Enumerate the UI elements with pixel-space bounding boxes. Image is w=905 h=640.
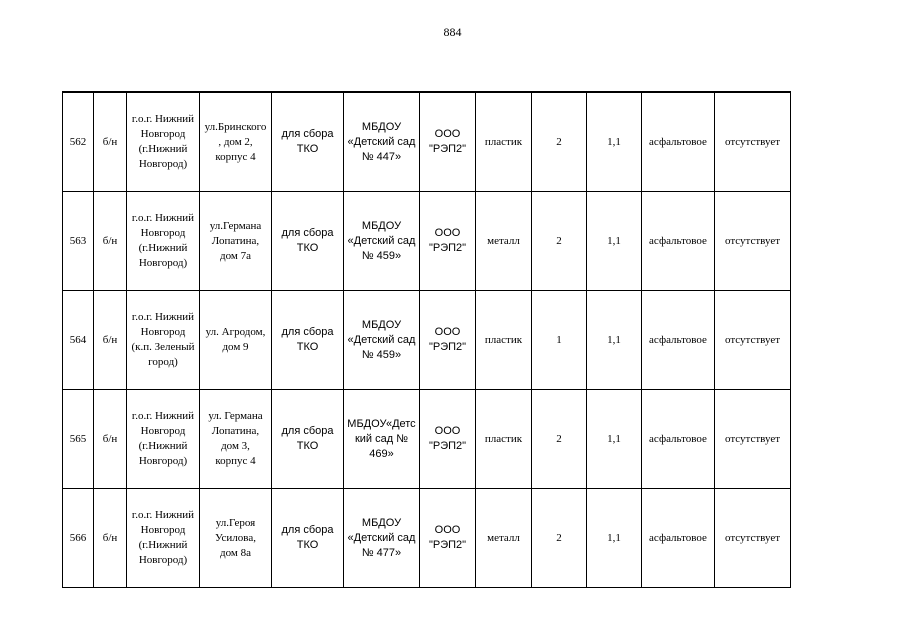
cell-address-line: корпус 4 — [215, 455, 256, 467]
cell-owner — [344, 489, 420, 588]
cell-owner-line: «Детский сад — [347, 234, 416, 247]
cell-address — [200, 291, 272, 390]
cell-address-line: ул.Германа — [209, 219, 262, 232]
cell-address-line: дом 7а — [220, 249, 251, 262]
cell-operator-line: ООО — [434, 425, 461, 437]
cell-district-line: (г.Нижний — [138, 143, 188, 155]
table-row — [63, 390, 791, 489]
cell-address-line: дом 3, — [221, 440, 250, 452]
cell-district-line: г.о.г. Нижний — [131, 509, 195, 521]
cell-material: металл — [476, 489, 532, 588]
cell-container-count: 2 — [532, 390, 587, 489]
cell-district-line: (г.Нижний — [138, 440, 188, 452]
cell-surface: асфальтовое — [642, 489, 715, 588]
cell-operator-line: ООО — [434, 128, 461, 140]
cell-owner-line: «Детский сад — [347, 531, 416, 544]
cell-purpose — [272, 192, 344, 291]
cell-material: пластик — [476, 92, 532, 192]
cell-district — [127, 489, 200, 588]
cell-purpose — [272, 390, 344, 489]
cell-address-line: , дом 2, — [218, 135, 253, 148]
cell-operator-line: "РЭП2" — [428, 242, 467, 254]
cell-district-line: Новгород) — [138, 158, 188, 170]
cell-district-line: (г.Нижний — [138, 539, 188, 551]
cell-owner-line: «Детский сад — [347, 333, 416, 346]
cell-number: 563 — [63, 192, 94, 291]
cell-owner-line: № 477» — [361, 546, 402, 559]
cell-fence: отсутствует — [715, 92, 791, 192]
cell-address-line: корпус 4 — [215, 150, 256, 163]
cell-operator-line: "РЭП2" — [428, 341, 467, 353]
cell-address-line: ул.Героя — [215, 516, 256, 529]
cell-district-line: город) — [148, 356, 178, 368]
cell-district-line: Новгород) — [138, 257, 188, 269]
cell-district — [127, 390, 200, 489]
cell-container-volume: 1,1 — [587, 291, 642, 390]
cell-fence: отсутствует — [715, 489, 791, 588]
cell-address-line: Усилова, — [215, 531, 256, 544]
cell-address-line: дом 9 — [222, 341, 249, 353]
cell-owner-line: МБДОУ — [361, 120, 402, 133]
cell-owner — [344, 390, 420, 489]
cell-number: 566 — [63, 489, 94, 588]
cell-owner-line: «Детский сад — [347, 135, 416, 148]
cell-container-count: 2 — [532, 489, 587, 588]
table-row — [63, 291, 791, 390]
cell-operator — [420, 291, 476, 390]
cell-purpose-line: ТКО — [296, 539, 319, 551]
cell-surface: асфальтовое — [642, 390, 715, 489]
cell-surface: асфальтовое — [642, 92, 715, 192]
cell-material: металл — [476, 192, 532, 291]
cell-container-volume: 1,1 — [587, 489, 642, 588]
waste-sites-table — [62, 91, 791, 588]
cell-material: пластик — [476, 390, 532, 489]
cell-district-line: г.о.г. Нижний — [131, 311, 195, 323]
cell-district-line: Новгород — [140, 524, 186, 536]
cell-owner — [344, 291, 420, 390]
cell-operator-line: "РЭП2" — [428, 143, 467, 155]
cell-owner-line: МБДОУ«Детс — [347, 417, 416, 430]
cell-document: б/н — [94, 489, 127, 588]
cell-purpose-line: ТКО — [296, 341, 319, 353]
cell-fence: отсутствует — [715, 291, 791, 390]
cell-district-line: г.о.г. Нижний — [131, 212, 195, 224]
cell-district — [127, 92, 200, 192]
cell-purpose-line: для сбора — [281, 524, 334, 536]
cell-document: б/н — [94, 92, 127, 192]
cell-container-volume: 1,1 — [587, 390, 642, 489]
cell-address-line: Лопатина, — [211, 425, 260, 437]
cell-district-line: (г.Нижний — [138, 242, 188, 254]
cell-owner-line: № 459» — [361, 348, 402, 361]
cell-address-line: ул. Германа — [208, 410, 263, 422]
cell-owner-line: МБДОУ — [361, 219, 402, 232]
cell-address — [200, 390, 272, 489]
cell-container-count: 2 — [532, 192, 587, 291]
cell-document: б/н — [94, 291, 127, 390]
cell-surface: асфальтовое — [642, 291, 715, 390]
cell-owner-line: № 459» — [361, 249, 402, 262]
cell-container-count: 2 — [532, 92, 587, 192]
cell-address-line: Лопатина, — [211, 234, 260, 247]
cell-district-line: (к.п. Зеленый — [131, 341, 195, 353]
cell-material: пластик — [476, 291, 532, 390]
cell-operator-line: ООО — [434, 326, 461, 338]
cell-document: б/н — [94, 390, 127, 489]
cell-district-line: Новгород) — [138, 455, 188, 467]
cell-district-line: Новгород — [140, 425, 186, 437]
cell-address — [200, 192, 272, 291]
cell-district-line: Новгород — [140, 227, 186, 239]
cell-purpose-line: ТКО — [296, 143, 319, 155]
cell-number: 562 — [63, 92, 94, 192]
cell-purpose-line: для сбора — [281, 227, 334, 239]
page-number: 884 — [443, 25, 462, 39]
cell-owner-line: МБДОУ — [361, 516, 402, 529]
cell-district — [127, 192, 200, 291]
cell-address-line: ул. Агродом, — [205, 326, 266, 338]
cell-address — [200, 92, 272, 192]
cell-address-line: ул.Бринского — [204, 120, 267, 133]
cell-operator-line: "РЭП2" — [428, 440, 467, 452]
cell-purpose-line: для сбора — [281, 326, 334, 338]
cell-operator-line: "РЭП2" — [428, 539, 467, 551]
cell-container-volume: 1,1 — [587, 192, 642, 291]
cell-operator-line: ООО — [434, 227, 461, 239]
cell-purpose — [272, 92, 344, 192]
cell-district — [127, 291, 200, 390]
cell-district-line: г.о.г. Нижний — [131, 113, 195, 125]
cell-number: 564 — [63, 291, 94, 390]
cell-number: 565 — [63, 390, 94, 489]
cell-district-line: Новгород) — [138, 554, 188, 566]
cell-container-volume: 1,1 — [587, 92, 642, 192]
table-row — [63, 489, 791, 588]
cell-operator — [420, 390, 476, 489]
table-row — [63, 92, 791, 192]
cell-owner — [344, 92, 420, 192]
cell-owner-line: МБДОУ — [361, 318, 402, 331]
cell-purpose — [272, 489, 344, 588]
cell-purpose-line: для сбора — [281, 425, 334, 437]
cell-owner-line: 469» — [369, 447, 394, 460]
cell-purpose-line: ТКО — [296, 242, 319, 254]
cell-purpose-line: ТКО — [296, 440, 319, 452]
cell-owner-line: кий сад № — [354, 432, 409, 445]
cell-operator — [420, 92, 476, 192]
cell-address — [200, 489, 272, 588]
cell-operator — [420, 192, 476, 291]
cell-district-line: г.о.г. Нижний — [131, 410, 195, 422]
cell-fence: отсутствует — [715, 192, 791, 291]
table-row — [63, 192, 791, 291]
cell-operator-line: ООО — [434, 524, 461, 536]
cell-district-line: Новгород — [140, 128, 186, 140]
cell-operator — [420, 489, 476, 588]
cell-district-line: Новгород — [140, 326, 186, 338]
cell-fence: отсутствует — [715, 390, 791, 489]
cell-document: б/н — [94, 192, 127, 291]
cell-surface: асфальтовое — [642, 192, 715, 291]
cell-purpose-line: для сбора — [281, 128, 334, 140]
cell-purpose — [272, 291, 344, 390]
cell-owner — [344, 192, 420, 291]
cell-owner-line: № 447» — [361, 150, 402, 163]
cell-container-count: 1 — [532, 291, 587, 390]
cell-address-line: дом 8а — [220, 546, 251, 559]
